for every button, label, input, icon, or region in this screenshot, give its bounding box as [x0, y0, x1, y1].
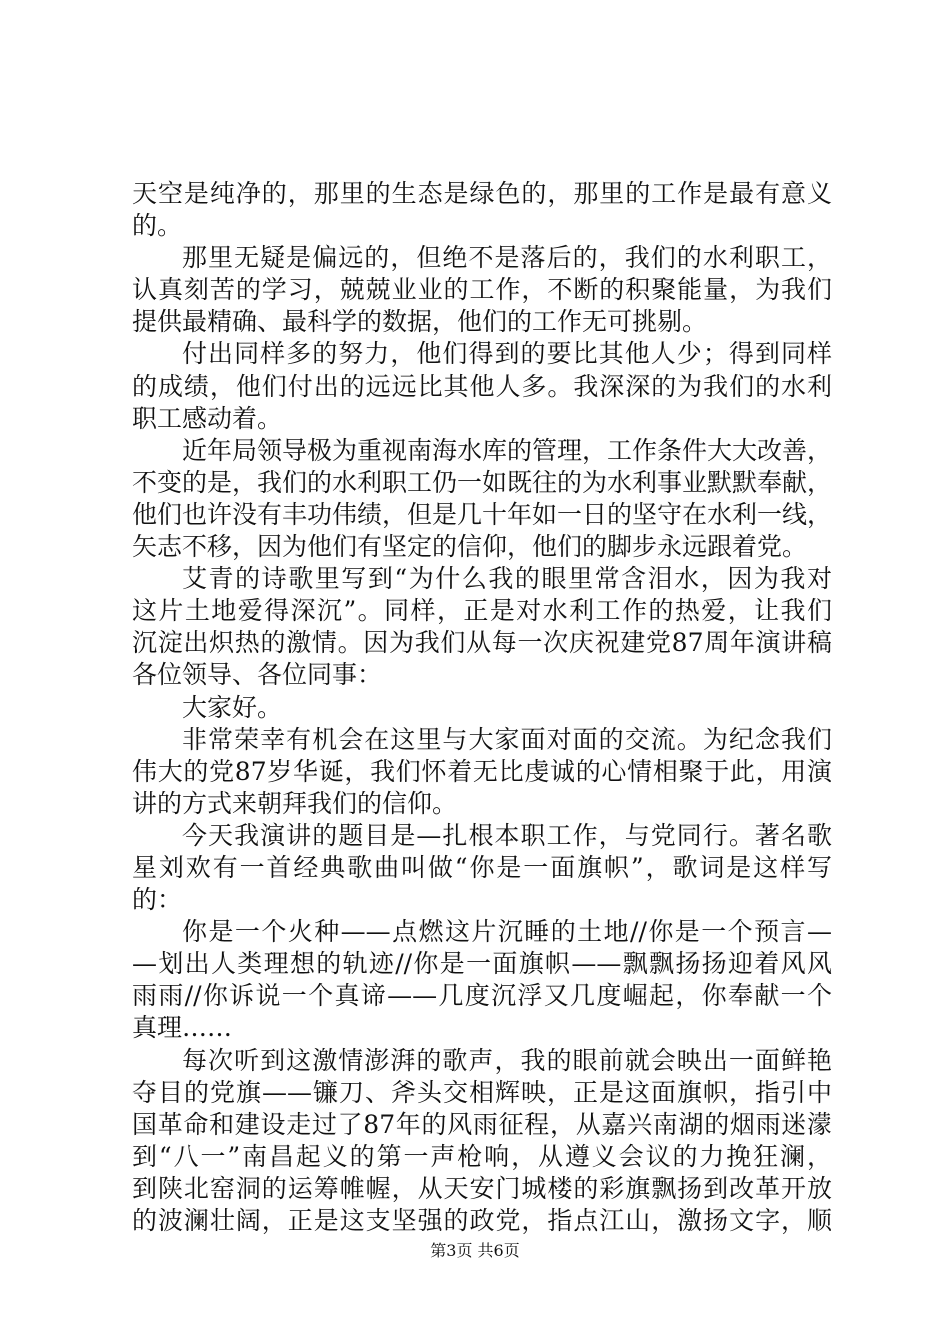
- text-line: 你是一个火种——点燃这片沉睡的土地//你是一个预言—: [182, 917, 832, 947]
- text-line: 职工感动着。: [132, 403, 283, 433]
- text-line: 矢志不移，因为他们有坚定的信仰，他们的脚步永远跟着党。: [132, 532, 808, 562]
- text-line: 今天我演讲的题目是—扎根本职工作，与党同行。著名歌: [182, 820, 832, 850]
- text-line: 的：: [132, 885, 183, 915]
- text-line: 认真刻苦的学习，兢兢业业的工作，不断的积聚能量，为我们: [132, 275, 832, 305]
- text-line: —划出人类理想的轨迹//你是一面旗帜——飘飘扬扬迎着风风: [132, 949, 832, 979]
- text-line: 付出同样多的努力，他们得到的要比其他人少；得到同样: [182, 339, 832, 369]
- text-line: 他们也许没有丰功伟绩，但是几十年如一日的坚守在水利一线，: [132, 499, 833, 529]
- text-line: 星刘欢有一首经典歌曲叫做“你是一面旗帜”，歌词是这样写: [132, 852, 832, 882]
- text-line: 那里无疑是偏远的，但绝不是落后的，我们的水利职工，: [182, 243, 832, 273]
- text-line: 到“八一”南昌起义的第一声枪响，从遵义会议的力挽狂澜，: [132, 1141, 832, 1171]
- text-line: 每次听到这激情澎湃的歌声，我的眼前就会映出一面鲜艳: [182, 1045, 832, 1075]
- text-line: 的。: [132, 211, 183, 241]
- text-line: 大家好。: [182, 692, 283, 722]
- text-line: 夺目的党旗——镰刀、斧头交相辉映，正是这面旗帜，指引中: [132, 1077, 832, 1107]
- text-line: 到陕北窑洞的运筹帷幄，从天安门城楼的彩旗飘扬到改革开放: [132, 1173, 832, 1203]
- text-line: 讲的方式来朝拜我们的信仰。: [132, 788, 458, 818]
- text-line: 不变的是，我们的水利职工仍一如既往的为水利事业默默奉献，: [132, 467, 833, 497]
- text-line: 艾青的诗歌里写到“为什么我的眼里常含泪水，因为我对: [182, 564, 832, 594]
- text-line: 非常荣幸有机会在这里与大家面对面的交流。为纪念我们: [182, 724, 832, 754]
- text-line: 近年局领导极为重视南海水库的管理，工作条件大大改善，: [182, 435, 833, 465]
- text-line: 各位领导、各位同事：: [132, 660, 383, 690]
- text-line: 真理……: [132, 1013, 233, 1043]
- page-footer: 第3页 共6页: [430, 1241, 520, 1260]
- text-line: 提供最精确、最科学的数据，他们的工作无可挑剔。: [132, 307, 708, 337]
- text-line: 的成绩，他们付出的远远比其他人多。我深深的为我们的水利: [132, 371, 832, 401]
- text-line: 伟大的党87岁华诞，我们怀着无比虔诚的心情相聚于此，用演: [132, 756, 832, 786]
- document-body: [132, 178, 832, 1237]
- text-line: 国革命和建设走过了87年的风雨征程，从嘉兴南湖的烟雨迷濛: [132, 1109, 832, 1139]
- text-line: 沉淀出炽热的激情。因为我们从每一次庆祝建党87周年演讲稿: [132, 628, 832, 658]
- text-line: 天空是纯净的，那里的生态是绿色的，那里的工作是最有意义: [132, 179, 832, 208]
- text-line: 的波澜壮阔，正是这支坚强的政党，指点江山，激扬文字，顺: [132, 1206, 832, 1235]
- text-line: 雨雨//你诉说一个真谛——几度沉浮又几度崛起，你奉献一个: [132, 981, 832, 1011]
- text-line: 这片土地爱得深沉”。同样，正是对水利工作的热爱，让我们: [132, 596, 832, 626]
